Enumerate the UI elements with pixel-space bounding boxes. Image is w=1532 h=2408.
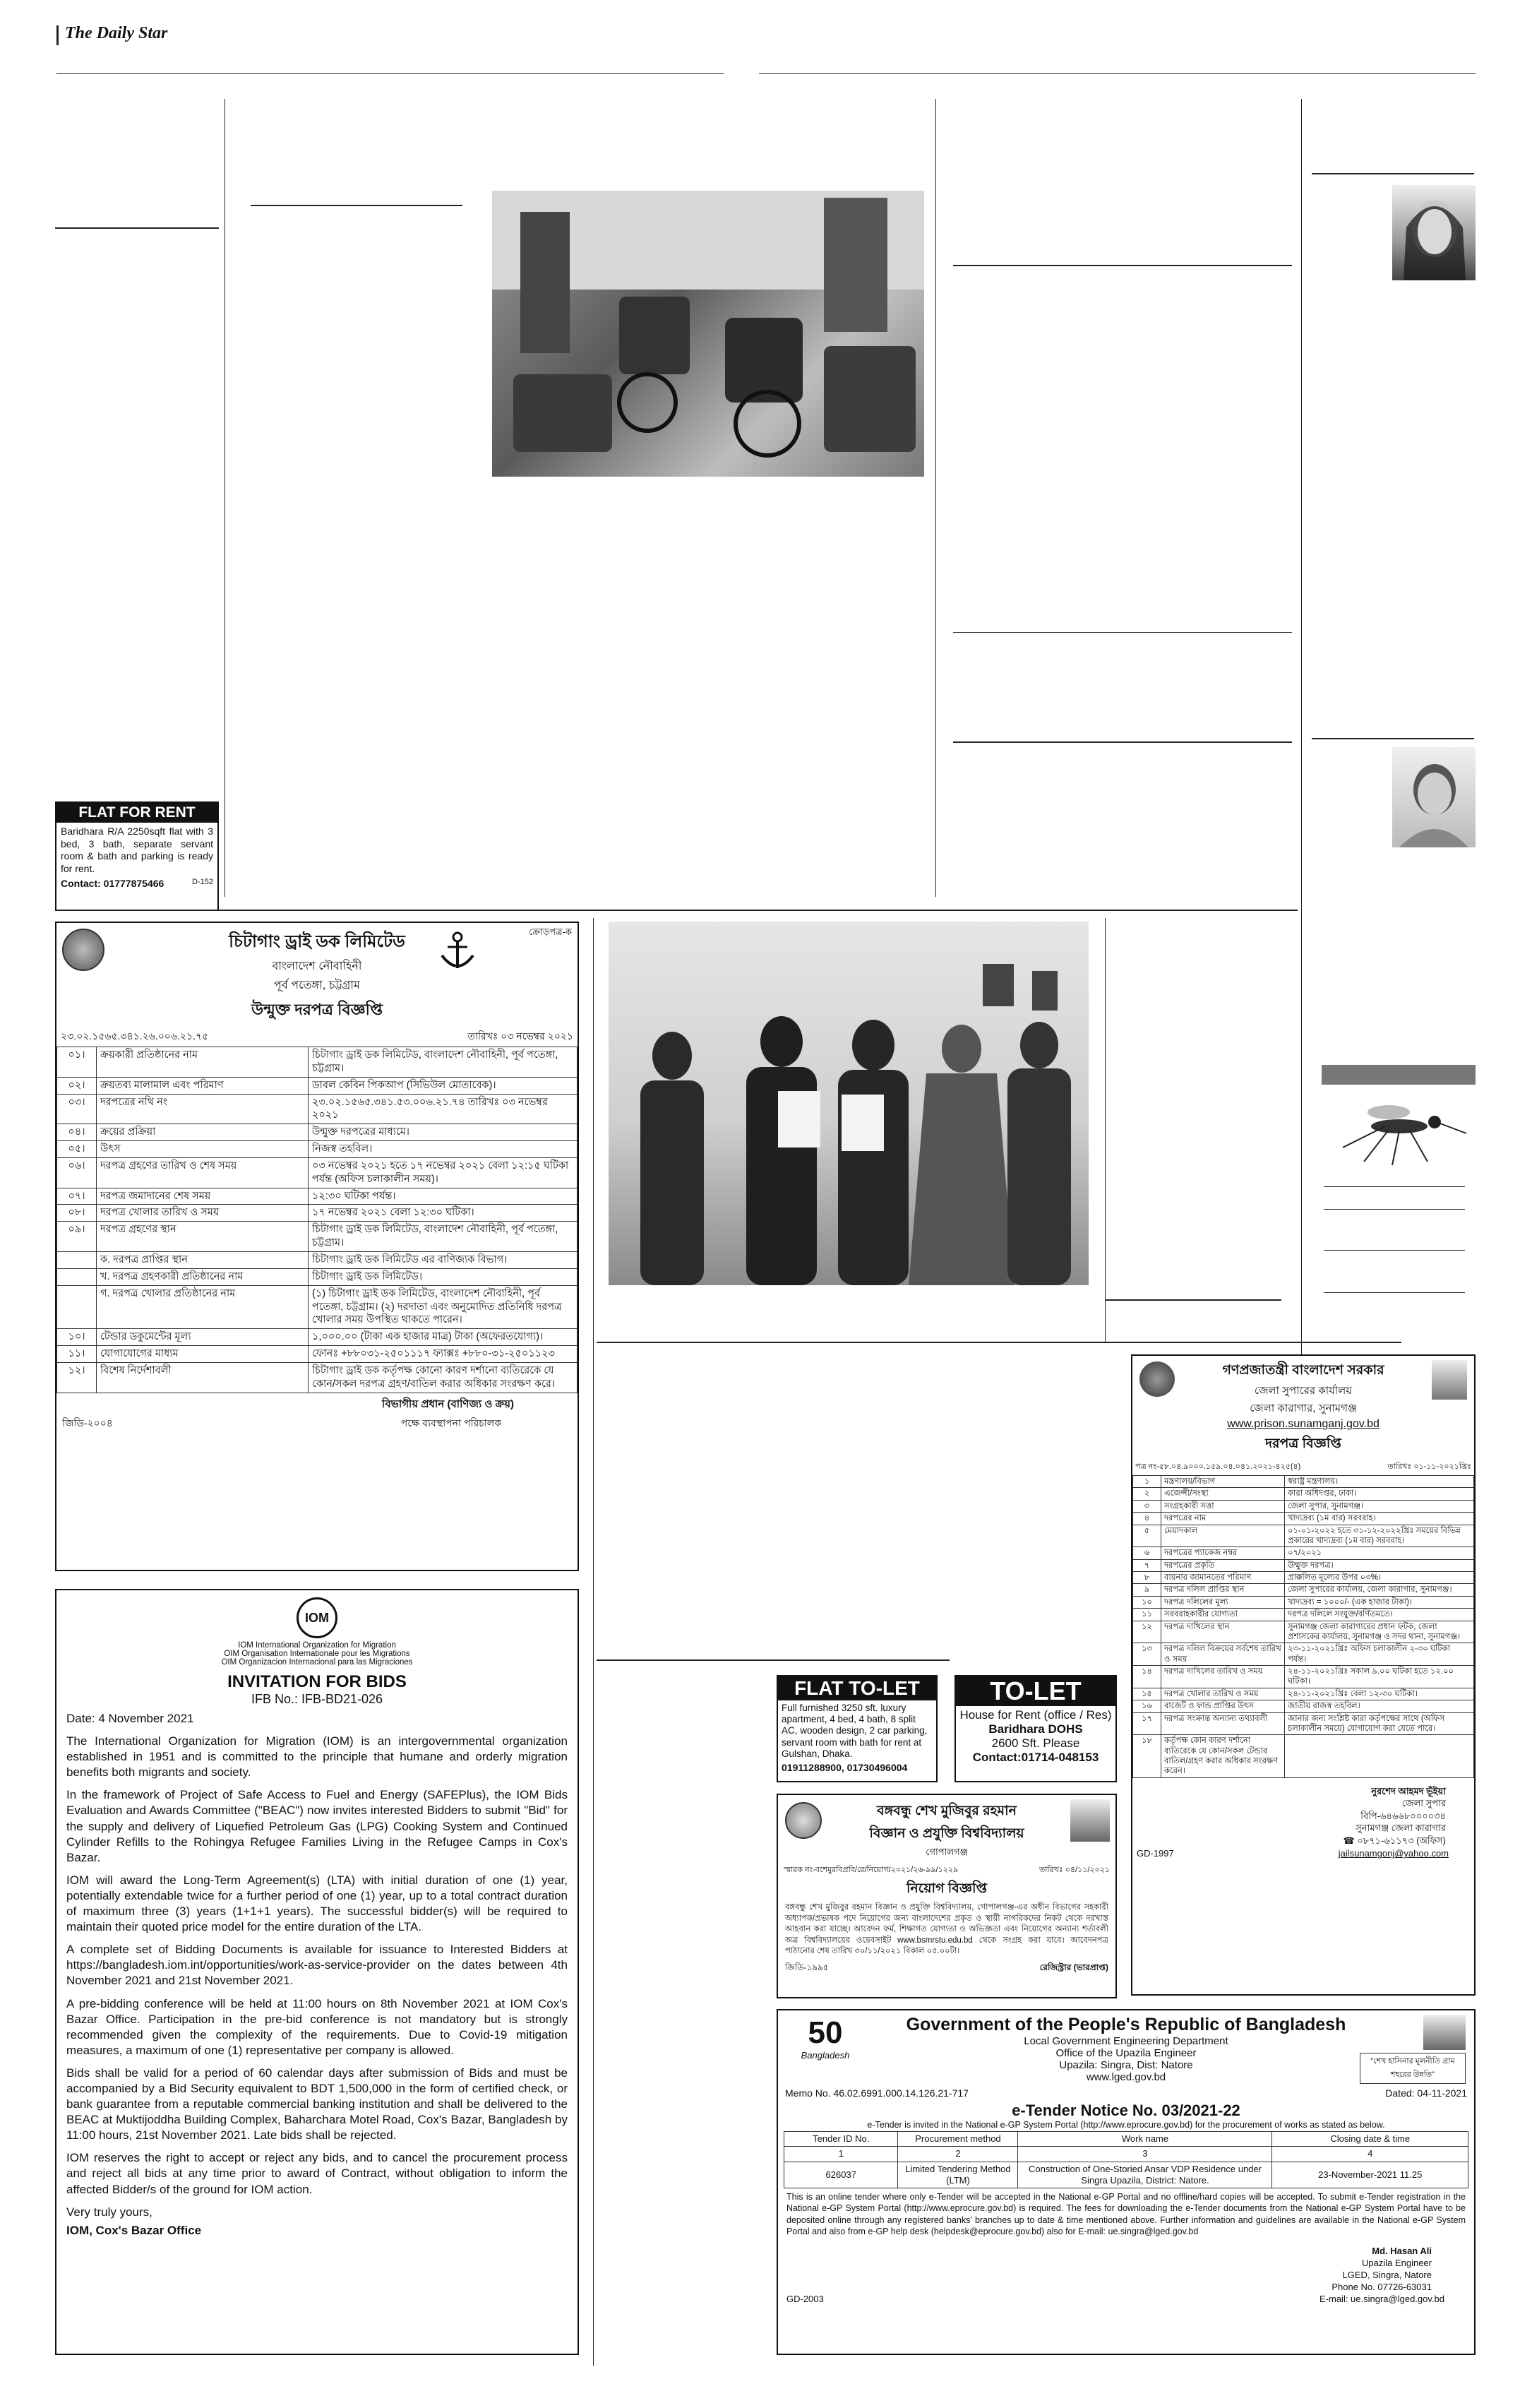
lged-dept: Local Government Engineering Department [1024,2035,1228,2047]
table-cell-k: দরপত্রের নাম [1161,1513,1285,1525]
table-cell: 3 [1018,2147,1272,2162]
ctg-dock-tender [55,922,579,1571]
prison-office: জেলা সুপারের কার্যালয় [1254,1385,1353,1397]
table-cell-v: ০৩ নভেম্বর ২০২১ হতে ১৭ নভেম্বর ২০২১ বেলা ১২:১৫ ঘটিকা পর্যন্ত (অফিস চলাকালীন সময়)। [309,1157,578,1188]
table-cell-v [1285,1735,1474,1778]
col-header: Work name [1018,2132,1272,2147]
table-cell-k: উৎস [97,1141,309,1158]
lged-sig2: LGED, Singra, Natore [1342,2269,1432,2280]
flat-for-rent-body: Baridhara R/A 2250sqft flat with 3 bed, 3 bath, separate servant room & bath and parking is ready for rent. [61,825,213,874]
table-cell-n: ০১। [57,1047,97,1078]
table-cell-k: ক্রয়তব্য মালামাল এবং পরিমাণ [97,1077,309,1094]
bsmrstu-notice-title: নিয়োগ বিজ্ঞপ্তি [906,1881,988,1896]
prison-sig-l2: সুনামগঞ্জ জেলা কারাগার [1356,1823,1446,1834]
flat-tolet-ad [777,1675,938,1782]
table-cell-n: ০২। [57,1077,97,1094]
prison-website-link[interactable]: www.prison.sunamganj.gov.bd [1227,1418,1380,1430]
table-cell-k: সরবরাহকারীর যোগ্যতা [1161,1609,1285,1621]
table-cell-v: স্বরাষ্ট্র মন্ত্রণালয়। [1285,1476,1474,1488]
table-cell-n: ০৮। [57,1205,97,1222]
iom-para-2: In the framework of Project of Safe Access to Fuel and Energy (SAFEPlus), the IOM Bids Evaluation and Awards Committee ("BEAC") now invites interested Bidders to submit "Bid" for the supply and delivery of Liquefied Petroleum Gas (LPG) Cooking System and Continued Cylinder Refills to the Rohingya Refugee Families Living in the Refugee Camps in Cox's Bazar. [66,1788,568,1864]
ctg-tender-table [56,1047,578,1393]
table-cell-k: মন্ত্রণালয়/বিভাগ [1161,1476,1285,1488]
prison-email-link[interactable]: jailsunamgonj@yahoo.com [1338,1848,1449,1859]
iom-org-en: IOM International Organization for Migration [238,1641,396,1650]
portrait-art [1392,185,1476,280]
bd-navy-emblem-icon [62,929,104,971]
prison-date: তারিখঃ ০১-১১-২০২১খ্রিঃ [1387,1462,1471,1471]
table-cell-v: দরপত্র দলিলে সংযুক্ত/বর্ণিতমতে। [1285,1609,1474,1621]
portrait-art-2 [1392,747,1476,847]
table-row [57,1268,578,1285]
col-header: Closing date & time [1272,2132,1468,2147]
prison-memo: পত্র নং-৫৮.০৪.৯০০০.১৫৯.০৪.০৪১.২০২১-৪২৫(৪) [1135,1462,1301,1471]
prison-sig-l1: বিপি-৬৪৬৬৮০০০০৩৪ [1360,1810,1446,1821]
table-cell-v: চিটাগাং ড্রাই ডক লিমিটেড এর বাণিজ্যক বিভাগ। [309,1251,578,1268]
table-cell-n: ৬ [1133,1547,1161,1559]
iom-sign: IOM, Cox's Bazar Office [66,2223,202,2237]
table-cell-v: ০১-০১-২০২২ হতে ৩১-১২-২০২২খ্রিঃ সময়ের বিভিন্ন প্রকারের খাদ্যদ্রব্য (১ম বার) সরবরাহ। [1285,1525,1474,1547]
table-cell-v: ডাবল কেবিন পিকআপ (সিভিউল মোতাবেক)। [309,1077,578,1094]
table-cell-v: ০৭/২০২১ [1285,1547,1474,1559]
table-cell-n: ১০ [1133,1596,1161,1608]
mujib-portrait-icon-2 [1070,1799,1110,1842]
portrait-photo-woman [1392,185,1476,280]
section-rule [1324,1250,1465,1251]
table-cell-k: যোগাযোগের মাধ্যম [97,1346,309,1363]
table-row [1133,1688,1474,1700]
table-cell-v: সুনামগঞ্জ জেলা কারাগারের প্রধান ফটক, জেলা প্রশাসকের কার্যালয়, সুনামগঞ্জ ও সদর থানা, সুনামগঞ্জ। [1285,1621,1474,1643]
table-cell-n: ১৩ [1133,1643,1161,1666]
bsmrstu-body: বঙ্গবন্ধু শেখ মুজিবুর রহমান বিজ্ঞান ও প্রযুক্তি বিশ্ববিদ্যালয়, গোপালগঞ্জ-এর অধীন বিভাগের সহকারী অধ্যাপক/প্রভাষক পদে নিয়োগের জন্য বাংলাদেশের প্রকৃত ও স্থায়ী নাগরিকদের নিকট থেকে দরখাস্ত আহবান করা যাচ্ছে। আবেদন ফর্ম, শিক্ষাগত যোগ্যতা ও অভিজ্ঞতা এবং নিয়োগের অন্যান্য শর্তাবলী অত্র বিশ্ববিদ্যালয়ের ওয়েবসাইট www.bsmrstu.edu.bd থেকে সংগ্রহ করা যাবে। আবেদনপত্র পাঠানোর শেষ তারিখ ৩০/১১/২০২১ বিকাল ০৫.০০টা। [785,1903,1108,1956]
table-cell-v: কারা অধিদপ্তর, ঢাকা। [1285,1488,1474,1500]
table-cell-n: ০৬। [57,1157,97,1188]
table-cell-v: প্রাক্কলিত মূল্যের উপর ০৩%। [1285,1572,1474,1584]
table-cell-n: ৯ [1133,1584,1161,1596]
table-row [57,1157,578,1188]
masthead-bar [56,25,59,45]
table-cell-k: দরপত্রের প্রকৃতি [1161,1559,1285,1571]
table-cell-k: দরপত্রের নথি নং [97,1094,309,1124]
table-cell-v: চিটাগাং ড্রাই ডক কর্তৃপক্ষ কোনো কারণ দর্শানো ব্যতিরেকে যে কোন/সকল দরপত্র গ্রহণ/বাতিল করার অধিকার সংরক্ষণ করে। [309,1362,578,1393]
table-cell-n: ১ [1133,1476,1161,1488]
table-cell-k: ক্রয়কারী প্রতিষ্ঠানের নাম [97,1047,309,1078]
table-cell-v: চিটাগাং ড্রাই ডক লিমিটেড। [309,1268,578,1285]
tolet-place: Baridhara DOHS [988,1722,1083,1736]
table-cell-n: ২ [1133,1488,1161,1500]
table-cell-v: জেলা সুপার, সুনামগঞ্জ। [1285,1500,1474,1512]
table-cell-n: ০৭। [57,1188,97,1205]
tolet-body: House for Rent (office / Res) [959,1708,1112,1722]
table-cell-n: ১৮ [1133,1735,1161,1778]
mosquito-illustration [1322,1091,1476,1169]
table-cell-n: ১১ [1133,1609,1161,1621]
table-cell-n: ০৪। [57,1124,97,1141]
prison-code: GD-1997 [1137,1848,1174,1859]
group-photo-art [609,922,1089,1285]
table-cell-n: ১৫ [1133,1688,1161,1700]
table-cell-n: ১৬ [1133,1700,1161,1712]
table-cell-n: ১০। [57,1329,97,1346]
section-rule [1324,1292,1465,1293]
group-photo [609,922,1089,1285]
lged-foot: This is an online tender where only e-Tender will be accepted in the National e-GP Portal and no offline/hard copies will be accepted. To submit e-Tender registration in the National e-GP System Portal (http://www.eprocure.gov.bd) is required. The fees for downloading the e-Tender documents from the National e-GP System Portal have to be deposited online through any registered banks' branches up to date & time mentioned above. Further information and guidelines are available in the National e-GP System Portal and also from e-GP help desk (helpdesk@eprocure.gov.bd) also for E-mail: ue.singra@lged.gov.bd [786,2192,1466,2236]
mosquito-header-bar [1322,1065,1476,1085]
bsmrstu-signer: রেজিস্ট্রার (ভারপ্রাপ্ত) [1039,1962,1108,1972]
table-cell-k: মেয়াদকাল [1161,1525,1285,1547]
mujib-portrait-icon [1432,1360,1467,1400]
table-row [1133,1596,1474,1608]
iom-date: Date: 4 November 2021 [66,1712,194,1725]
table-cell-v: ১,০০০.০০ (টাকা এক হাজার মাত্র) টাকা (অফেরতযোগ্য)। [309,1329,578,1346]
table-cell-k: দরপত্র দলিল বিক্রয়ের সর্বশেষ তারিখ ও সময় [1161,1643,1285,1666]
table-cell-v: জেলা সুপারের কার্যালয়, জেলা কারাগার, সুনামগঞ্জ। [1285,1584,1474,1596]
lged-memo: Memo No. 46.02.6991.000.14.126.21-717 [785,2087,969,2099]
table-cell-v: (১) চিটাগাং ড্রাই ডক লিমিটেড, বাংলাদেশ নৌবাহিনী, পূর্ব পতেঙ্গা, চট্টগ্রাম। (২) দরদাতা এবং অনুমোদিত প্রতিনিধি দরপত্র খোলার সময় উপস্থিত থাকতে পারেন। [309,1285,578,1329]
table-cell-v: চিটাগাং ড্রাই ডক লিমিটেড, বাংলাদেশ নৌবাহিনী, পূর্ব পতেঙ্গা, চট্টগ্রাম। [309,1222,578,1252]
header-rule-right [759,73,1476,74]
ctg-org: বাংলাদেশ নৌবাহিনী [272,960,362,972]
table-cell-k: দরপত্রের প্যাকেজ নম্বর [1161,1547,1285,1559]
table-cell-k: দরপত্র দাখিলের স্থান [1161,1621,1285,1643]
section-rule [251,205,462,206]
table-cell-k: এজেন্সী/সংস্থা [1161,1488,1285,1500]
table-cell-k: দরপত্র সংক্রান্ত অন্যান্য তথ্যাবলী [1161,1712,1285,1735]
table-cell-v: ১২:৩০ ঘটিকা পর্যন্ত। [309,1188,578,1205]
table-cell-v: জানার জন্য সংশ্লিষ্ট কারা কর্তৃপক্ষের সাথে (অফিস চলাকালীন সময়ে) যোগাযোগ করা যেতে পারে। [1285,1712,1474,1735]
table-row [57,1094,578,1124]
motto-box [1360,2015,1466,2082]
table-cell-k: টেন্ডার ডকুমেন্টের মূল্য [97,1329,309,1346]
table-cell-n [57,1268,97,1285]
table-cell-n [57,1285,97,1329]
table-row [57,1222,578,1252]
table-row [57,1285,578,1329]
table-cell-n: ০৯। [57,1222,97,1252]
table-cell-n: ০৫। [57,1141,97,1158]
table-cell-v: খাদ্যদ্রব্য = ১০০০/- (এক হাজার টাকা)। [1285,1596,1474,1608]
table-cell-v: ২৪-১১-২০২১খ্রিঃ সকাল ৯.০০ ঘটিকা হতে ১২.০০ ঘটিকা। [1285,1666,1474,1688]
lged-govt: Government of the People's Republic of Bangladesh [906,2015,1346,2034]
bsmrstu-code: জিডি-১৯৯৫ [785,1962,829,1972]
table-cell-v: উন্মুক্ত দরপত্রের মাধ্যমে। [309,1124,578,1141]
section-rule [597,1342,1401,1343]
iom-para-5: A pre-bidding conference will be held at 11:00 hours on 8th November 2021 at IOM Cox's Bazar Office. Participation in the pre-bid conference is not mandatory but is strongly recommended given the complexity of the requirements. Due to Covid-19 mitigation measures, a maximum of one (1) representative per company is allowed. [66,1996,568,2057]
column-rule [1301,99,1302,1398]
flat-tolet-title: FLAT TO-LET [778,1676,936,1700]
logo-number: 50 [808,2015,843,2050]
table-cell-k: বাজেট ও ফান্ড প্রাপ্তির উৎস [1161,1700,1285,1712]
govt-emblem-icon [1139,1361,1175,1397]
table-cell-k: দরপত্র গ্রহণের তারিখ ও শেষ সময় [97,1157,309,1188]
section-rule [953,265,1292,266]
column-rule [935,99,936,897]
table-cell-k: খ. দরপত্র গ্রহণকারী প্রতিষ্ঠানের নাম [97,1268,309,1285]
table-row [1133,1525,1474,1547]
lged-web[interactable]: www.lged.gov.bd [1086,2071,1166,2083]
ctg-address: পূর্ব পতেঙ্গা, চট্টগ্রাম [274,979,360,991]
lged-sig1: Upazila Engineer [1361,2257,1432,2268]
table-cell-v: চিটাগাং ড্রাই ডক লিমিটেড, বাংলাদেশ নৌবাহিনী, পূর্ব পতেঙ্গা, চট্টগ্রাম। [309,1047,578,1078]
prison-signer: নুরশেদ আহমদ ভূঁইয়া [1371,1785,1446,1796]
prison-govt: গণপ্রজাতন্ত্রী বাংলাদেশ সরকার [1222,1363,1384,1378]
anchor-icon [438,930,477,972]
table-row [1133,1513,1474,1525]
ctg-notice-title: উন্মুক্ত দরপত্র বিজ্ঞপ্তি [251,1001,383,1018]
table-row [1133,1621,1474,1643]
header-rule [56,73,724,74]
tolet-title: TO-LET [956,1676,1115,1706]
table-cell-n: ৮ [1133,1572,1161,1584]
table-cell-k: বায়নার জামানতের পরিমাণ [1161,1572,1285,1584]
table-num-row [784,2147,1468,2162]
table-row [1133,1643,1474,1666]
flat-for-rent-title: FLAT FOR RENT [56,803,217,823]
table-cell: Limited Tendering Method (LTM) [898,2162,1018,2188]
ctg-signer: বিভাগীয় প্রধান (বাণিজ্য ও ক্রয়) [382,1397,514,1410]
iom-org-es: OIM Organizacion Internacional para las Migraciones [221,1658,413,1667]
table-row [57,1047,578,1078]
tolet-ad [954,1675,1117,1782]
prison-tender-table [1132,1475,1474,1778]
table-cell-v: ১৭ নভেম্বর ২০২১ বেলা ১২:৩০ ঘটিকা। [309,1205,578,1222]
table-cell-v: ২৪-১১-২০২১খ্রিঃ বেলা ১২-৩০ ঘটিকা। [1285,1688,1474,1700]
table-row [1133,1735,1474,1778]
table-cell-n: ১৭ [1133,1712,1161,1735]
table-cell-n: ৪ [1133,1513,1161,1525]
ctg-code: জিডি-২০০৪ [62,1417,113,1429]
table-cell-k: দরপত্র খোলার তারিখ ও সময় [97,1205,309,1222]
section-rule [1312,738,1474,739]
table-cell-k: ক্রয়ের প্রক্রিয়া [97,1124,309,1141]
table-cell-v: নিজস্ব তহবিল। [309,1141,578,1158]
table-row [1133,1584,1474,1596]
university-logo-icon [785,1802,822,1839]
logo-text: Bangladesh [801,2050,850,2061]
table-row [784,2162,1468,2188]
table-row [1133,1572,1474,1584]
table-cell-k: সংগ্রহকারী সত্তা [1161,1500,1285,1512]
table-row [1133,1666,1474,1688]
bsmrstu-date: তারিখঃ ০৪/১১/২০২১ [1039,1866,1110,1874]
table-cell-n [57,1251,97,1268]
table-cell-k: বিশেষ নির্দেশাবলী [97,1362,309,1393]
section-rule [55,910,1298,911]
table-cell: 1 [784,2147,898,2162]
table-cell-n: ১৪ [1133,1666,1161,1688]
table-cell-k: দরপত্র দলিলের মূল্য [1161,1596,1285,1608]
traffic-photo-art [492,191,924,477]
section-rule [1324,1209,1465,1210]
table-row [1133,1700,1474,1712]
lged-signer: Md. Hasan Ali [1372,2246,1432,2256]
iom-para-4: A complete set of Bidding Documents is available for issuance to Interested Bidders at https://bangladesh.iom.int/opportunities/work-as-service-provider on the dates between 4th November 2021 and 21st November 2021. [66,1943,568,1988]
table-row [57,1205,578,1222]
bsmrstu-title2: বিজ্ঞান ও প্রযুক্তি বিশ্ববিদ্যালয় [869,1826,1024,1841]
prison-signer-title: জেলা সুপার [1401,1798,1446,1809]
table-cell-v: ফোনঃ +৮৮০৩১-২৫০১১১৭ ফ্যাক্সঃ +৮৮০-৩১-২৫০১১২৩ [309,1346,578,1363]
table-cell-k: দরপত্র দাখিলের তারিখ ও সময় [1161,1666,1285,1688]
bsmrstu-recruitment [777,1794,1117,1998]
iom-org-fr: OIM Organisation Internationale pour les Migrations [224,1650,410,1658]
prison-tender [1131,1354,1476,1996]
table-cell-n: ৩ [1133,1500,1161,1512]
flat-for-rent-ad [55,801,219,911]
iom-para-3: IOM will award the Long-Term Agreement(s) (LTA) with initial duration of one (1) year, potentially extendable twice for a further period of one (1) year, up to a total contract duration of maximum three (3) years (1+1+1 years). The successful bidder(s) will be required to maintain their quoted price model for the entire duration of the LTA. [66,1873,568,1934]
col-header: Procurement method [898,2132,1018,2147]
table-cell-k: গ. দরপত্র খোলার প্রতিষ্ঠানের নাম [97,1285,309,1329]
section-rule [55,227,219,229]
table-cell-n: ৭ [1133,1559,1161,1571]
table-cell-n: ৫ [1133,1525,1161,1547]
section-rule [953,632,1292,633]
table-cell-v: ২৩.০২.১৫৬৫.৩৪১.৫৩.০০৬.২১.৭৪ তারিখঃ ০৩ নভেম্বর ২০২১ [309,1094,578,1124]
prison-notice-title: দরপত্র বিজ্ঞপ্তি [1265,1436,1341,1451]
lged-intro: e-Tender is invited in the National e-GP System Portal (http://www.eprocure.gov.bd) for the procurement of works as stated as below. [867,2120,1385,2130]
ctg-signer2: পক্ষে ব্যবস্থাপনা পরিচালক [400,1417,501,1429]
table-cell-v: উন্মুক্ত দরপত্র। [1285,1559,1474,1571]
lged-code: GD-2003 [786,2293,824,2304]
table-row [1133,1712,1474,1735]
table-row [57,1251,578,1268]
iom-title: INVITATION FOR BIDS [227,1672,407,1691]
iom-para-7: IOM reserves the right to accept or reject any bids, and to cancel the procurement process and reject all bids at any time prior to award of Contract, without obligation to inform the affected Bidder/s of the ground for IOM action. [66,2151,568,2196]
table-row [57,1188,578,1205]
traffic-photo [492,191,924,477]
section-rule [1312,173,1474,174]
table-row [1133,1500,1474,1512]
lged-place: Upazila: Singra, Dist: Natore [1059,2059,1193,2071]
lged-notice-title: e-Tender Notice No. 03/2021-22 [1012,2102,1240,2119]
table-cell-k: দরপত্র গ্রহণের স্থান [97,1222,309,1252]
table-cell-n: ০৩। [57,1094,97,1124]
table-cell: 626037 [784,2162,898,2188]
prison-office2: জেলা কারাগার, সুনামগঞ্জ [1250,1402,1357,1414]
section-rule [953,741,1292,743]
iom-closing: Very truly yours, [66,2205,152,2219]
iom-invitation-ad [55,1589,579,2355]
table-cell-k: দরপত্র জমাদানের শেষ সময় [97,1188,309,1205]
table-row [57,1329,578,1346]
ctg-title: চিটাগাং ড্রাই ডক লিমিটেড [229,932,405,951]
bsmrstu-place: গোপালগঞ্জ [926,1847,968,1857]
col-header: Tender ID No. [784,2132,898,2147]
table-cell: 4 [1272,2147,1468,2162]
column-rule [1105,918,1106,1342]
mosquito-icon [1322,1091,1476,1169]
iom-logo-icon: IOM [297,1597,337,1638]
flat-for-rent-code: D-152 [192,878,213,886]
section-rule [1105,1299,1281,1301]
iom-ifb: IFB No.: IFB-BD21-026 [251,1692,383,1706]
table-cell-n: ১২। [57,1362,97,1393]
table-cell-k: ক. দরপত্র প্রাপ্তির স্থান [97,1251,309,1268]
section-rule [1324,1186,1465,1187]
bangladesh-50-logo-icon [786,2016,864,2067]
table-row [1133,1488,1474,1500]
column-rule [593,918,594,2366]
table-cell-k: দরপত্র খোলার তারিখ ও সময় [1161,1688,1285,1700]
tolet-size: 2600 Sft. Please [991,1736,1080,1751]
flat-tolet-phone: 01911288900, 01730496004 [782,1761,908,1773]
tolet-contact: Contact:01714-048153 [972,1751,1099,1765]
portrait-photo-elderly [1392,747,1476,847]
table-row [57,1346,578,1363]
table-row [57,1362,578,1393]
table-cell-n: ১২ [1133,1621,1161,1643]
table-row [57,1077,578,1094]
lged-etender [777,2009,1476,2355]
mujib-portrait-icon-3 [1423,2015,1466,2050]
table-cell: 2 [898,2147,1018,2162]
table-cell: 23-November-2021 11.25 [1272,2162,1468,2188]
masthead-logo: The Daily Star [65,24,168,42]
section-rule [597,1659,950,1661]
table-header-row [784,2132,1468,2147]
lged-office: Office of the Upazila Engineer [1055,2047,1197,2059]
lged-tender-table [784,2131,1468,2188]
table-cell: Construction of One-Storied Ansar VDP Residence under Singra Upazila, District: Natore. [1018,2162,1272,2188]
lged-motto: "শেখ হাসিনার মূলনীতি গ্রাম শহরের উন্নতি" [1360,2053,1466,2084]
iom-para-6: Bids shall be valid for a period of 60 calendar days after submission of Bids and must be accompanied by a Bid Security equivalent to BDT 1,500,000 in the form of certified check, or bank guarantee from a reputable commercial banking institution and shall be delivered to the BEAC at Muktijoddha Building Complex, Baharchara Motel Road, Cox's Bazar, Bangladesh by 11:00 hours, 21st November 2021. Late bids shall be rejected. [66,2066,568,2142]
prison-sig-l3: ☎ ০৮৭১-৬১১৭৩ (অফিস) [1343,1835,1446,1846]
table-row [1133,1547,1474,1559]
table-cell-k: দরপত্র দলিল প্রাপ্তির স্থান [1161,1584,1285,1596]
table-cell-v: ২৩-১১-২০২১খ্রিঃ অফিস চলাকালীন ২-৩০ ঘটিকা পর্যন্ত। [1285,1643,1474,1666]
table-row [1133,1609,1474,1621]
table-cell-v: জাতীয় রাজস্ব তহবিল। [1285,1700,1474,1712]
table-cell-k: কর্তৃপক্ষ কোন কারণ দর্শানো ব্যতিরেকে যে কোন/সকল টেন্ডার বাতিল/গ্রহণ করার অধিকার সংরক্ষণ করেন। [1161,1735,1285,1778]
table-cell-n: ১১। [57,1346,97,1363]
lged-sig4: E-mail: ue.singra@lged.gov.bd [1319,2293,1444,2304]
table-row [1133,1476,1474,1488]
lged-dated: Dated: 04-11-2021 [1385,2087,1467,2099]
bsmrstu-memo: স্মারক নং-বশেমুরবিপ্রবি/রে/নিয়োগ/২০২১/২৬-৯৯/১২২৯ [784,1866,959,1874]
table-row [57,1124,578,1141]
flat-tolet-body: Full furnished 3250 sft. luxury apartment, 4 bed, 4 bath, 8 split AC, wooden design, 2 car parking, servant room with bath for rent at Gulshan, Dhaka. [782,1703,928,1759]
ctg-date: তারিখঃ ০৩ নভেম্বর ২০২১ [467,1030,573,1042]
flat-for-rent-contact: Contact: 01777875466 [61,878,164,889]
ctg-corner-label: ক্রোড়পত্র-ক [529,926,572,937]
ctg-memo: ২৩.০২.১৫৬৫.৩৪১.২৬.০০৬.২১.৭৫ [61,1030,209,1042]
table-cell-v: খাদ্যদ্রব্য (১ম বার) সরবরাহ। [1285,1513,1474,1525]
lged-sig3: Phone No. 07726-63031 [1331,2281,1432,2292]
iom-para-1: The International Organization for Migration (IOM) is an intergovernmental organization established in 1951 and is committed to the principle that humane and orderly migration benefits both migrants and society. [66,1734,568,1780]
table-row [1133,1559,1474,1571]
table-row [57,1141,578,1158]
bsmrstu-title: বঙ্গবন্ধু শেখ মুজিবুর রহমান [877,1804,1017,1818]
